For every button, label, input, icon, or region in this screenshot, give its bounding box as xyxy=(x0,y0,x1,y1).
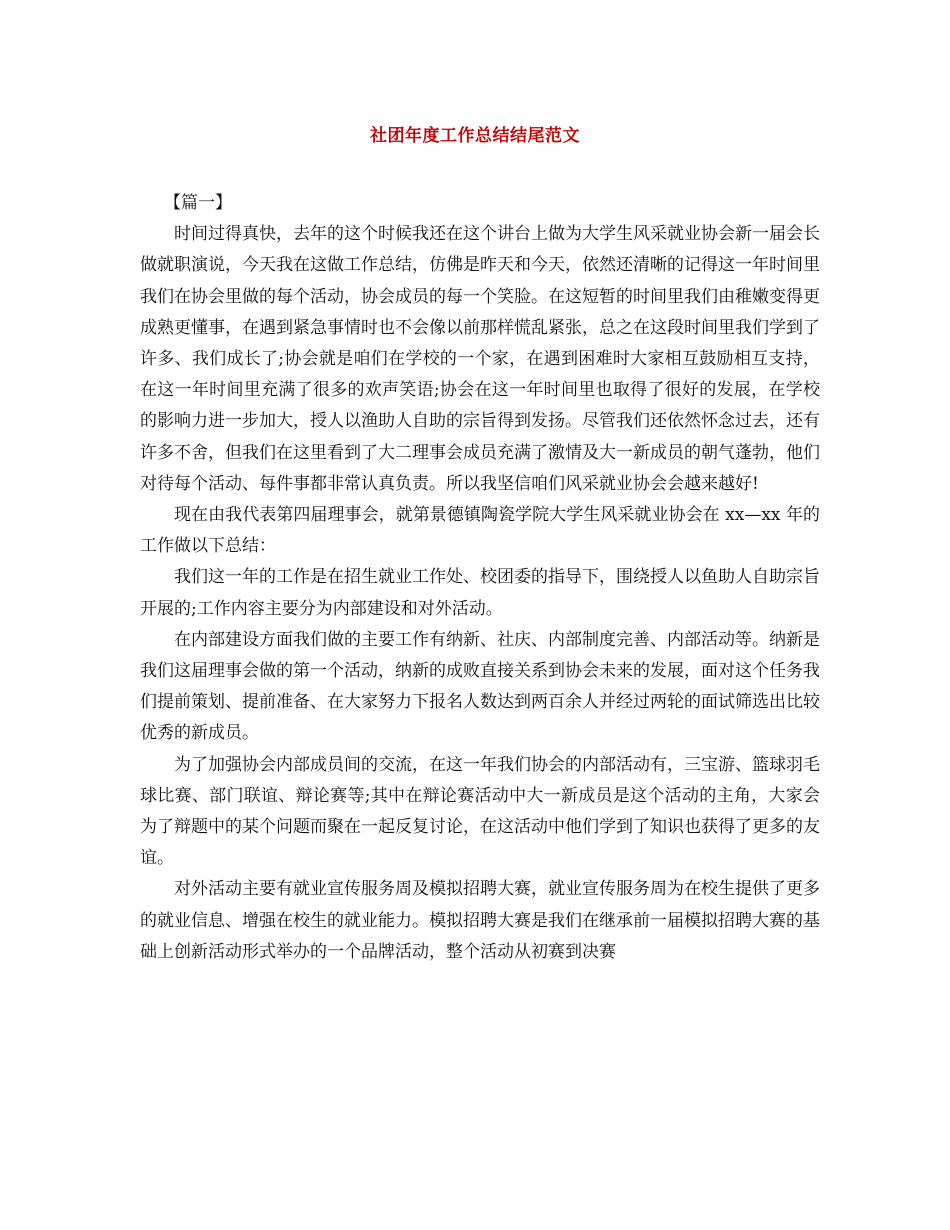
paragraph-6: 对外活动主要有就业宣传服务周及模拟招聘大赛，就业宣传服务周为在校生提供了更多的就业信息、增强在校生的就业能力。模拟招聘大赛是我们在继承前一届模拟招聘大赛的基础上创新活动形式举办的一个品牌活动，整个活动从初赛到决赛 xyxy=(140,879,820,962)
paragraph-5: 为了加强协会内部成员间的交流，在这一年我们协会的内部活动有，三宝游、篮球羽毛球比赛、部门联谊、辩论赛等;其中在辩论赛活动中大一新成员是这个活动的主角，大家会为了辩题中的某个问题而聚在一起反复讨论，在这活动中他们学到了知识也获得了更多的友谊。 xyxy=(140,754,820,869)
paragraph-1: 时间过得真快，去年的这个时候我还在这个讲台上做为大学生风采就业协会新一届会长做就职演说，今天我在这做工作总结，仿佛是昨天和今天，依然还清晰的记得这一年时间里我们在协会里做的每个活动，协会成员的每一个笑脸。在这短暂的时间里我们由稚嫩变得更成熟更懂事，在遇到紧急事情时也不会像以前那样慌乱紧张，总之在这段时间里我们学到了许多、我们成长了;协会就是咱们在学校的一个家，在遇到困难时大家相互鼓励相互支持，在这一年时间里充满了很多的欢声笑语;协会在这一年时间里也取得了很好的发展，在学校的影响力进一步加大，授人以渔助人自助的宗旨得到发扬。尽管我们还依然怀念过去，还有许多不舍，但我们在这里看到了大二理事会成员充满了激情及大一新成员的朝气蓬勃，他们对待每个活动、每件事都非常认真负责。所以我坚信咱们风采就业协会会越来越好! xyxy=(140,224,820,494)
document-body xyxy=(140,188,820,968)
section-label: 【篇一】 xyxy=(164,193,232,213)
paragraph-4: 在内部建设方面我们做的主要工作有纳新、社庆、内部制度完善、内部活动等。纳新是我们这届理事会做的第一个活动，纳新的成败直接关系到协会未来的发展，面对这个任务我们提前策划、提前准备、在大家努力下报名人数达到两百余人并经过两轮的面试筛选出比较优秀的新成员。 xyxy=(140,629,820,744)
paragraph-3: 我们这一年的工作是在招生就业工作处、校团委的指导下，围绕授人以鱼助人自助宗旨开展的;工作内容主要分为内部建设和对外活动。 xyxy=(140,567,820,619)
document-title: 社团年度工作总结结尾范文 xyxy=(370,126,580,146)
paragraph-2: 现在由我代表第四届理事会，就第景德镇陶瓷学院大学生风采就业协会在 xx—xx 年的工作做以下总结： xyxy=(140,505,820,557)
